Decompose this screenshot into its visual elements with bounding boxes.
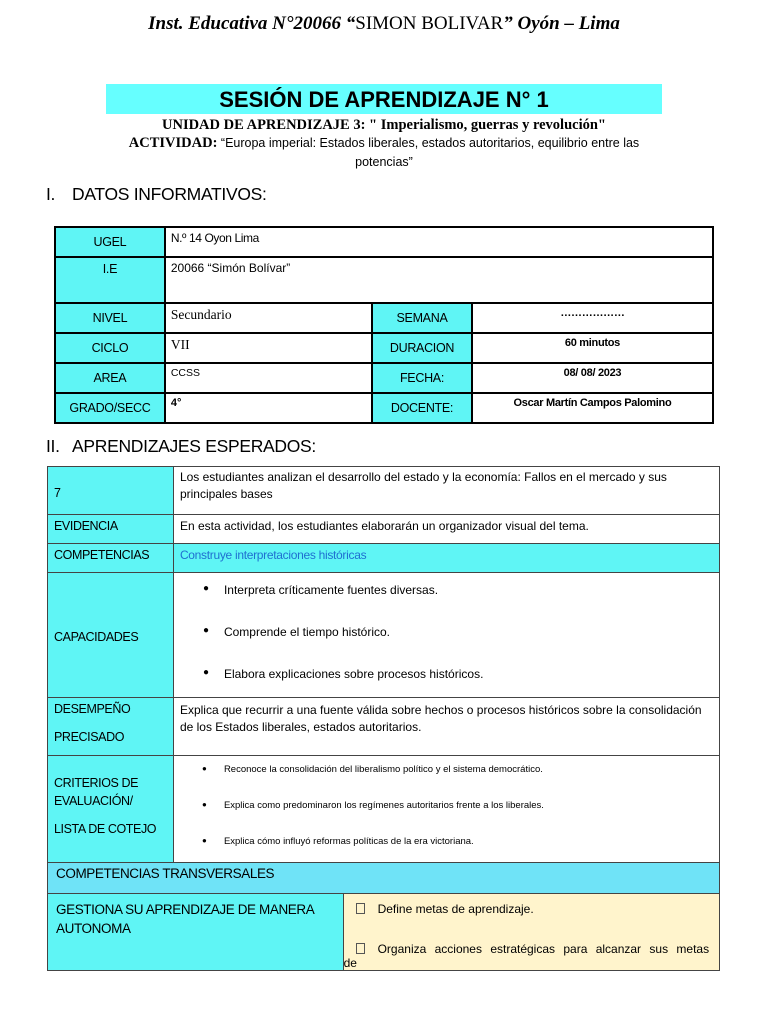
table-row — [55, 257, 713, 303]
nivel-value: Secundario — [165, 303, 372, 333]
criterios-label-line1: CRITERIOS DE — [54, 776, 139, 790]
table-row — [55, 363, 713, 393]
gestiona-label: GESTIONA SU APRENDIZAJE DE MANERA AUTONOMA — [48, 894, 344, 971]
capacidades-label: CAPACIDADES — [48, 573, 174, 698]
school-header-suffix: ” Oyón – Lima — [503, 13, 620, 34]
table-row — [48, 515, 720, 544]
list-item: ● Reconoce la consolidación del liberalismo político y el sistema democrático. — [174, 764, 719, 800]
fecha-value: 08/ 08/ 2023 — [472, 363, 713, 393]
table-row — [55, 303, 713, 333]
table-row — [48, 544, 720, 573]
list-item: ● Interpreta críticamente fuentes diversas. — [174, 583, 719, 625]
ie-value: 20066 “Simón Bolívar” — [165, 257, 713, 303]
session-title: SESIÓN DE APRENDIZAJE N° 1 — [106, 84, 662, 114]
section-aprendizajes-title — [46, 435, 316, 457]
ciclo-value: VII — [165, 333, 372, 363]
fecha-label: FECHA: — [372, 363, 472, 393]
semana-value: ……………… — [472, 303, 713, 333]
criterios-label — [48, 756, 174, 863]
table-row — [48, 698, 720, 756]
capacidades-cell — [173, 573, 719, 698]
criterios-cell — [173, 756, 719, 863]
table-row — [48, 573, 720, 698]
row7-text: Los estudiantes analizan el desarrollo del estado y la economía: Fallos en el mercado y sus principales bases — [173, 467, 719, 515]
section-heading: APRENDIZAJES ESPERADOS: — [72, 436, 316, 456]
duracion-label: DURACION — [372, 333, 472, 363]
table-row — [55, 333, 713, 363]
criterios-list — [174, 764, 719, 847]
evidencia-text: En esta actividad, los estudiantes elaborarán un organizador visual del tema. — [173, 515, 719, 544]
list-item: ● Explica cómo influyó reformas políticas de la era victoriana. — [174, 836, 719, 847]
list-item — [344, 942, 719, 970]
list-item — [344, 902, 719, 942]
ie-label: I.E — [55, 257, 165, 303]
ugel-label: UGEL — [55, 227, 165, 257]
table-row — [55, 393, 713, 423]
row7-label: 7 — [48, 467, 174, 515]
criterios-label-line3: LISTA DE COTEJO — [54, 822, 157, 836]
checkbox-icon — [356, 903, 365, 914]
datos-table — [54, 226, 714, 424]
activity — [110, 134, 658, 172]
activity-label: ACTIVIDAD: — [128, 135, 218, 151]
section-number: II. — [46, 436, 60, 456]
gestiona-item-text: Organiza acciones estratégicas para alcanzar sus metas de — [343, 942, 710, 970]
table-row — [55, 227, 713, 257]
list-item: ● Comprende el tiempo histórico. — [174, 625, 719, 667]
area-value: CCSS — [165, 363, 372, 393]
list-item: ● Explica como predominaron los regímenes autoritarios frente a los liberales. — [174, 800, 719, 836]
docente-value: Oscar Martín Campos Palomino — [472, 393, 713, 423]
gestiona-items — [343, 894, 719, 971]
table-row — [48, 756, 720, 863]
capacidades-list — [174, 583, 719, 681]
semana-label: SEMANA — [372, 303, 472, 333]
table-row — [48, 894, 720, 971]
list-item: ● Elabora explicaciones sobre procesos históricos. — [174, 667, 719, 681]
desempeno-label — [48, 698, 174, 756]
section-heading: DATOS INFORMATIVOS: — [72, 184, 267, 204]
school-header — [0, 12, 768, 36]
nivel-label: NIVEL — [55, 303, 165, 333]
school-name: SIMON BOLIVAR — [355, 13, 504, 34]
desempeno-label-line2: PRECISADO — [54, 730, 125, 744]
grado-label: GRADO/SECC — [55, 393, 165, 423]
competencias-cell — [173, 544, 719, 573]
section-datos-title — [46, 183, 267, 205]
gestiona-item-text: Define metas de aprendizaje. — [377, 902, 534, 916]
school-header-prefix: Inst. Educativa N°20066 “ — [148, 13, 356, 34]
desempeno-label-line1: DESEMPEÑO — [54, 702, 131, 716]
transversales-header: COMPETENCIAS TRANSVERSALES — [48, 863, 720, 894]
criterios-label-line2: EVALUACIÓN/ — [54, 794, 133, 808]
ciclo-label: CICLO — [55, 333, 165, 363]
unit-title: UNIDAD DE APRENDIZAJE 3: " Imperialismo, guerras y revolución" — [162, 117, 606, 133]
ugel-value: N.º 14 Oyon Lima — [165, 227, 713, 257]
docente-label: DOCENTE: — [372, 393, 472, 423]
checkbox-icon — [356, 943, 365, 954]
table-row — [48, 863, 720, 894]
table-row — [48, 467, 720, 515]
evidencia-label: EVIDENCIA — [48, 515, 174, 544]
grado-value: 4° — [165, 393, 372, 423]
competencias-text: Construye interpretaciones históricas — [179, 548, 367, 562]
aprendizajes-table — [47, 466, 720, 971]
activity-text: “Europa imperial: Estados liberales, estados autoritarios, equilibrio entre las potencias” — [220, 136, 640, 169]
area-label: AREA — [55, 363, 165, 393]
desempeno-text: Explica que recurrir a una fuente válida sobre hechos o procesos históricos sobre la consolidación de los Estados liberales, estados autoritarios. — [173, 698, 719, 756]
duracion-value: 60 minutos — [472, 333, 713, 363]
competencias-label: COMPETENCIAS — [48, 544, 174, 573]
section-number: I. — [46, 184, 56, 204]
